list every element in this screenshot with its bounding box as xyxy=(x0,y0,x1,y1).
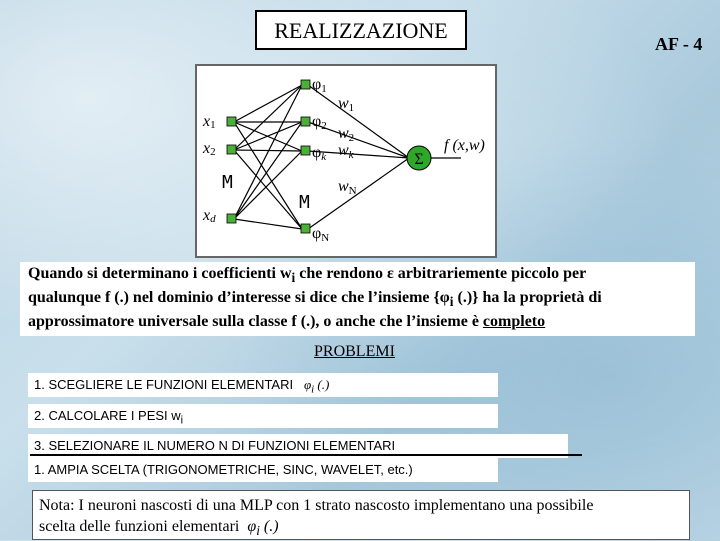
phi-i-symbol-note: $\varphi_i$ (.) xyxy=(247,518,279,539)
hidden-node-k xyxy=(301,146,310,155)
hidden-node-1 xyxy=(301,80,310,89)
hidden-label-2: φ2 xyxy=(312,113,327,132)
input-hidden-connections xyxy=(234,85,302,229)
note-box xyxy=(32,490,690,540)
hidden-label-1: φ1 xyxy=(312,76,327,95)
network-diagram xyxy=(195,64,497,258)
input-node-d xyxy=(227,214,236,223)
problemi-heading: PROBLEMI xyxy=(314,343,395,360)
output-label: f (x,w) xyxy=(444,137,485,154)
input-label-d: xd xyxy=(203,207,216,225)
universal-approximator-paragraph xyxy=(20,262,695,336)
problem-item-1: 1. SCEGLIERE LE FUNZIONI ELEMENTARI $\varphi_i$ (.) xyxy=(28,373,498,397)
weight-label-1: w1 xyxy=(338,95,355,114)
problem-item-2: 2. CALCOLARE I PESI $w_i$ xyxy=(28,404,498,428)
input-node-2 xyxy=(227,145,236,154)
input-ellipsis-mark: M xyxy=(222,172,233,193)
phi-i-symbol: $\varphi_i$ (.) xyxy=(303,377,330,396)
hidden-node-n xyxy=(301,224,310,233)
hidden-node-2 xyxy=(301,117,310,126)
sum-symbol: Σ xyxy=(414,151,424,168)
separator-line xyxy=(30,454,582,456)
weight-label-2: w2 xyxy=(338,125,355,144)
paragraph-line-3: approssimatore universale sulla classe f (.), o anche che l’insieme è completo xyxy=(28,313,546,331)
hidden-label-n: φN xyxy=(312,225,330,244)
problem-item-3: 3. SELEZIONARE IL NUMERO N DI FUNZIONI ELEMENTARI xyxy=(28,434,568,458)
slide-number: AF - 4 xyxy=(655,34,703,54)
input-node-1 xyxy=(227,117,236,126)
paragraph-line-2: qualunque f (.) nel dominio d’interesse si dice che l’insieme {$\varphi_i$ (.)} ha la proprietà di xyxy=(28,289,602,310)
hidden-output-connections xyxy=(308,85,461,229)
completo-underlined: completo xyxy=(482,313,546,331)
hidden-ellipsis-mark: M xyxy=(299,192,310,213)
note-line-1: Nota: I neuroni nascosti di una MLP con 1 strato nascosto implementano una possibile xyxy=(39,497,594,514)
input-label-1: x1 xyxy=(203,113,216,131)
hidden-label-k: φk xyxy=(312,144,327,163)
weight-label-n: wN xyxy=(338,178,357,197)
input-label-2: x2 xyxy=(203,140,216,158)
paragraph-line-1: Quando si determinano i coefficienti $w_i$ che rendono ε arbitrariemente piccolo per xyxy=(28,265,587,286)
note-line-2: scelta delle funzioni elementari $\varphi_i$ (.) xyxy=(39,518,279,539)
weight-label-k: wk xyxy=(338,142,354,161)
solution-item-1: 1. AMPIA SCELTA (TRIGONOMETRICHE, SINC, WAVELET, etc.) xyxy=(28,458,498,482)
slide-title: REALIZZAZIONE xyxy=(255,10,467,50)
